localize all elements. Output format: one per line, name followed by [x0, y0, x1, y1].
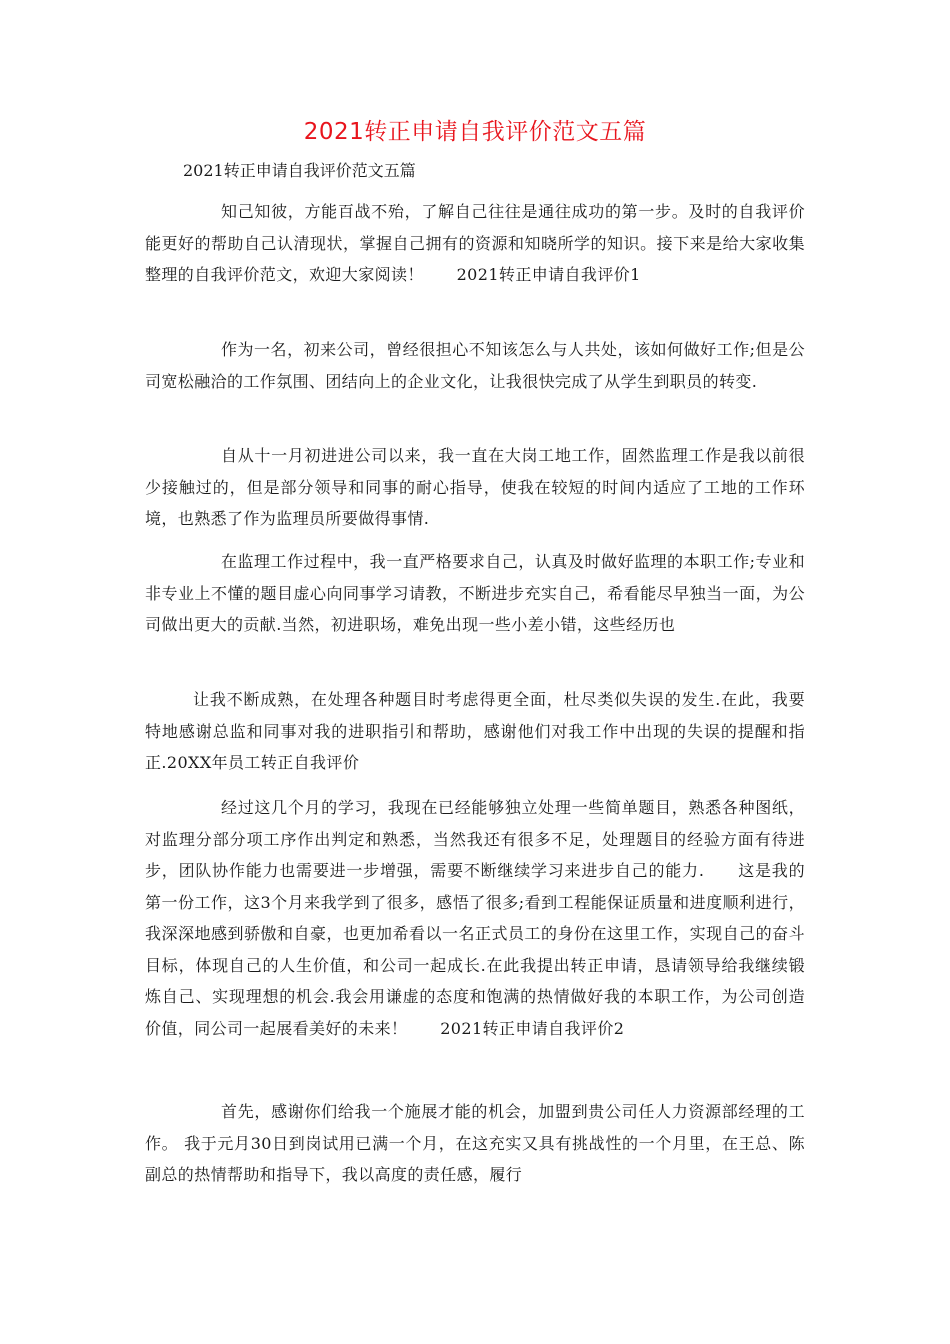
paragraph-4: 让我不断成熟，在处理各种题目时考虑得更全面，杜尽类似失误的发生.在此，我要特地感谢总监和同事对我的进职指引和帮助，感谢他们对我工作中出现的失误的提醒和指正.20XX年员工转正自我评价 [145, 690, 805, 772]
paragraph-intro: 知己知彼，方能百战不殆，了解自己往往是通往成功的第一步。及时的自我评价能更好的帮助自己认清现状，掌握自己拥有的资源和知晓所学的知识。接下来是给大家收集整理的自我评价范文，欢迎大家阅读！ 2021转正申请自我评价1 [145, 202, 805, 284]
paragraph-2: 自从十一月初进进公司以来，我一直在大岗工地工作，固然监理工作是我以前很少接触过的，但是部分领导和同事的耐心指导，使我在较短的时间内适应了工地的工作环境，也熟悉了作为监理员所要做得事情. [145, 446, 805, 528]
paragraph-1: 作为一名，初来公司，曾经很担心不知该怎么与人共处，该如何做好工作;但是公司宽松融洽的工作氛围、团结向上的企业文化，让我很快完成了从学生到职员的转变. [145, 340, 805, 391]
document-subtitle: 2021转正申请自我评价范文五篇 [183, 161, 416, 180]
paragraph-3: 在监理工作过程中，我一直严格要求自己，认真及时做好监理的本职工作;专业和非专业上不懂的题目虚心向同事学习请教，不断进步充实自己，希看能尽早独当一面，为公司做出更大的贡献.当然，初进职场，难免出现一些小差小错，这些经历也 [145, 552, 805, 634]
paragraph-6: 首先，感谢你们给我一个施展才能的机会，加盟到贵公司任人力资源部经理的工作。 我于元月30日到岗试用已满一个月，在这充实又具有挑战性的一个月里，在王总、陈副总的热情帮助和指导下，我以高度的责任感，履行 [145, 1102, 805, 1184]
paragraph-5: 经过这几个月的学习，我现在已经能够独立处理一些简单题目，熟悉各种图纸，对监理分部分项工序作出判定和熟悉，当然我还有很多不足，处理题目的经验方面有待进步，团队协作能力也需要进一步增强，需要不断继续学习来进步自己的能力. 这是我的第一份工作，这3个月来我学到了很多，感悟了很多;看到工程能保证质量和进度顺利进行，我深深地感到骄傲和自豪，也更加希看以一名正式员工的身份在这里工作，实现自己的奋斗目标，体现自己的人生价值，和公司一起成长.在此我提出转正申请，恳请领导给我继续锻炼自己、实现理想的机会.我会用谦虚的态度和饱满的热情做好我的本职工作，为公司创造价值，同公司一起展看美好的未来！ 2021转正申请自我评价2 [145, 798, 805, 1038]
document-title: 2021转正申请自我评价范文五篇 [303, 119, 647, 145]
